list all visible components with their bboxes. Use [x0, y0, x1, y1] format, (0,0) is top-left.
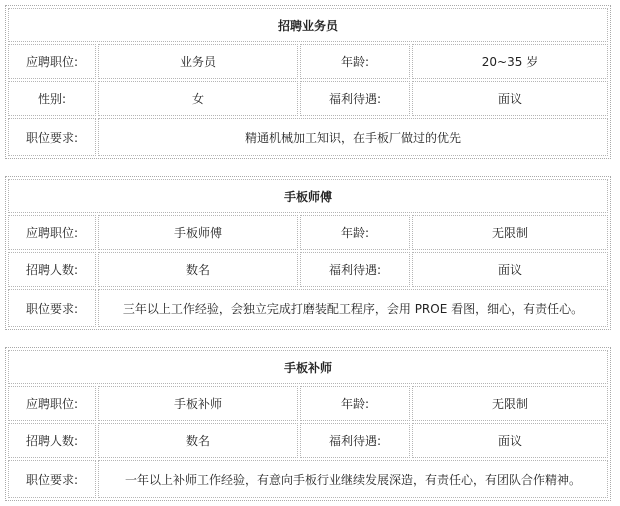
gender-value: 女 [98, 81, 298, 116]
job-table [6, 348, 610, 500]
position-value: 业务员 [98, 44, 298, 79]
headcount-label: 招聘人数: [8, 423, 96, 458]
job-block-model-master [5, 176, 611, 330]
job-table [6, 177, 610, 329]
age-label: 年龄: [300, 386, 410, 421]
requirements-text: 一年以上补师工作经验，有意向手板行业继续发展深造，有责任心，有团队合作精神。 [98, 460, 608, 498]
gender-label: 性别: [8, 81, 96, 116]
headcount-value: 数名 [98, 423, 298, 458]
position-value: 手板补师 [98, 386, 298, 421]
job-title: 手板师傅 [8, 179, 608, 213]
benefits-label: 福利待遇: [300, 252, 410, 287]
age-value: 20~35 岁 [412, 44, 608, 79]
benefits-value: 面议 [412, 423, 608, 458]
position-label: 应聘职位: [8, 44, 96, 79]
job-table [6, 6, 610, 158]
age-label: 年龄: [300, 44, 410, 79]
age-value: 无限制 [412, 215, 608, 250]
benefits-label: 福利待遇: [300, 423, 410, 458]
age-value: 无限制 [412, 386, 608, 421]
position-label: 应聘职位: [8, 215, 96, 250]
job-title: 招聘业务员 [8, 8, 608, 42]
requirements-text: 精通机械加工知识，在手板厂做过的优先 [98, 118, 608, 156]
requirements-label: 职位要求: [8, 118, 96, 156]
benefits-value: 面议 [412, 252, 608, 287]
requirements-label: 职位要求: [8, 460, 96, 498]
job-block-model-repairer [5, 347, 611, 501]
age-label: 年龄: [300, 215, 410, 250]
job-title: 手板补师 [8, 350, 608, 384]
headcount-label: 招聘人数: [8, 252, 96, 287]
requirements-label: 职位要求: [8, 289, 96, 327]
benefits-value: 面议 [412, 81, 608, 116]
requirements-text: 三年以上工作经验，会独立完成打磨装配工程序，会用 PROE 看图，细心，有责任心。 [98, 289, 608, 327]
position-value: 手板师傅 [98, 215, 298, 250]
job-block-salesperson [5, 5, 611, 159]
headcount-value: 数名 [98, 252, 298, 287]
benefits-label: 福利待遇: [300, 81, 410, 116]
position-label: 应聘职位: [8, 386, 96, 421]
